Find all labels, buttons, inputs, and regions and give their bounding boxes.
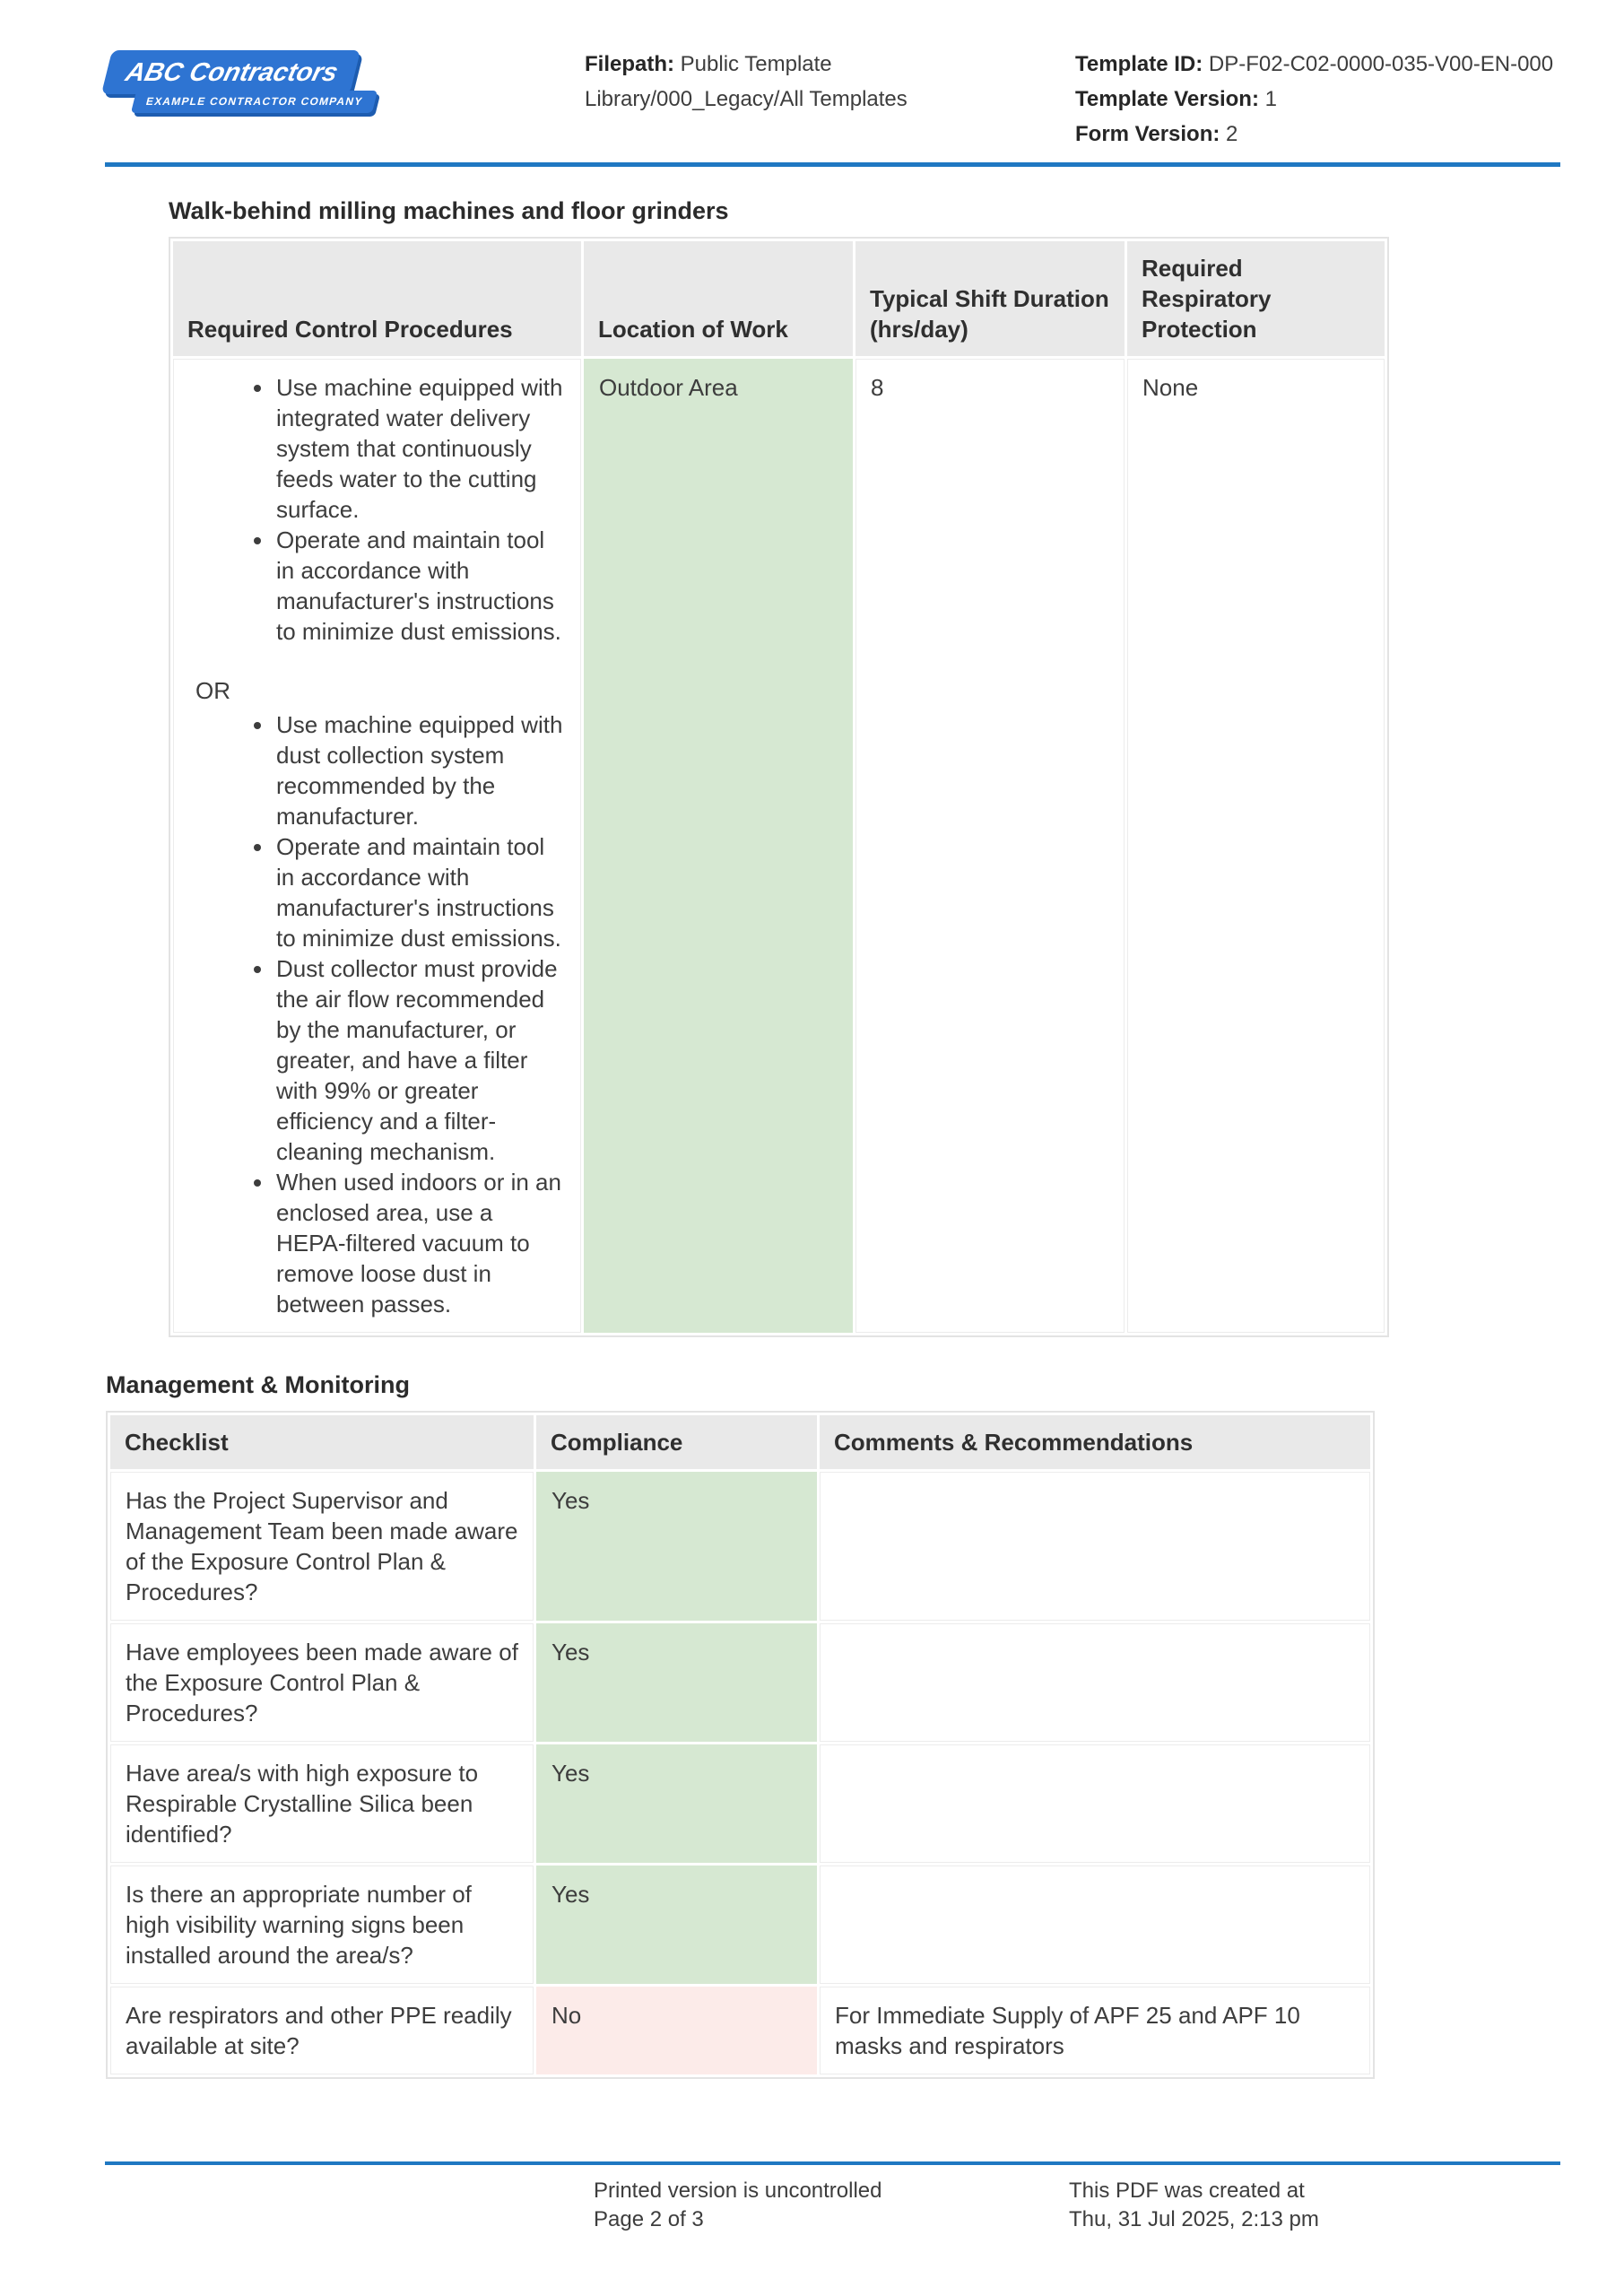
procedures-cell (173, 359, 581, 1333)
procedure-list-2 (188, 709, 566, 1319)
header-compliance: Compliance (536, 1415, 817, 1469)
procedure-item: • Use machine equipped with integrated water delivery system that continuously feeds water to the cutting surface. (274, 372, 566, 525)
checklist-question-cell: Have area/s with high exposure to Respirable Crystalline Silica been identified? (110, 1744, 534, 1863)
filepath-label: Filepath: (585, 52, 674, 76)
section-milling-machines (169, 196, 1588, 1337)
comments-cell (820, 1623, 1370, 1742)
logo-subtitle: EXAMPLE CONTRACTOR COMPANY (131, 91, 378, 113)
footer-divider (105, 2161, 1560, 2165)
footer-right (1069, 2177, 1319, 2234)
template-id-label: Template ID: (1075, 52, 1203, 76)
procedure-item: • Operate and maintain tool in accordance with manufacturer's instructions to minimize dust emissions. (274, 525, 566, 647)
header-respiratory-protection: Required Respiratory Protection (1127, 241, 1385, 356)
checklist-table (106, 1411, 1375, 2079)
respiratory-cell: None (1127, 359, 1385, 1333)
checklist-row (110, 1987, 1370, 2074)
checklist-row (110, 1866, 1370, 1984)
section-title-milling: Walk-behind milling machines and floor grinders (169, 197, 729, 224)
filepath-value: Public Template Library/000_Legacy/All Templates (585, 52, 908, 111)
company-logo (107, 50, 375, 113)
compliance-cell: Yes (536, 1866, 817, 1984)
header-comments: Comments & Recommendations (820, 1415, 1370, 1469)
table-row (173, 359, 1385, 1333)
template-meta (1075, 47, 1577, 152)
header-required-control-procedures: Required Control Procedures (173, 241, 581, 356)
comments-cell (820, 1866, 1370, 1984)
comments-cell (820, 1472, 1370, 1621)
procedure-item: • Use machine equipped with dust collection system recommended by the manufacturer. (274, 709, 566, 831)
template-version-row (1075, 82, 1577, 117)
checklist-question-cell: Are respirators and other PPE readily available at site? (110, 1987, 534, 2074)
control-procedures-table (169, 237, 1389, 1337)
template-id-value: DP-F02-C02-0000-035-V00-EN-000 (1208, 52, 1554, 76)
compliance-cell: Yes (536, 1623, 817, 1742)
procedure-item: • When used indoors or in an enclosed area, use a HEPA-filtered vacuum to remove loose dust in between passes. (274, 1167, 566, 1319)
logo-title: ABC Contractors (101, 50, 360, 94)
or-label: OR (195, 677, 230, 704)
template-version-label: Template Version: (1075, 87, 1259, 111)
section-management-monitoring (106, 1370, 1588, 2079)
form-version-label: Form Version: (1075, 122, 1220, 146)
footer-created-label: This PDF was created at (1069, 2179, 1305, 2203)
form-version-value: 2 (1226, 122, 1238, 146)
comments-cell (820, 1744, 1370, 1863)
shift-duration-cell: 8 (855, 359, 1125, 1333)
footer-left (594, 2177, 882, 2234)
footer-uncontrolled-note: Printed version is uncontrolled (594, 2179, 882, 2203)
template-version-value: 1 (1264, 87, 1277, 111)
procedure-list-1 (188, 372, 566, 647)
compliance-cell: Yes (536, 1744, 817, 1863)
header-checklist: Checklist (110, 1415, 534, 1469)
checklist-question-cell: Is there an appropriate number of high visibility warning signs been installed around the area/s? (110, 1866, 534, 1984)
compliance-cell: Yes (536, 1472, 817, 1621)
checklist-question-cell: Has the Project Supervisor and Management Team been made aware of the Exposure Control Plan & Procedures? (110, 1472, 534, 1621)
header-location-of-work: Location of Work (584, 241, 853, 356)
section-title-management: Management & Monitoring (106, 1371, 410, 1398)
header-shift-duration: Typical Shift Duration (hrs/day) (855, 241, 1125, 356)
checklist-row (110, 1472, 1370, 1621)
footer-created-timestamp: Thu, 31 Jul 2025, 2:13 pm (1069, 2207, 1319, 2231)
compliance-cell: No (536, 1987, 817, 2074)
header-divider (105, 162, 1560, 167)
checklist-header-row (110, 1415, 1370, 1469)
procedure-item: • Operate and maintain tool in accordance with manufacturer's instructions to minimize dust emissions. (274, 831, 566, 953)
checklist-row (110, 1744, 1370, 1863)
checklist-question-cell: Have employees been made aware of the Exposure Control Plan & Procedures? (110, 1623, 534, 1742)
table-header-row (173, 241, 1385, 356)
footer-page-number: Page 2 of 3 (594, 2207, 704, 2231)
filepath-text (585, 47, 1038, 117)
form-version-row (1075, 117, 1577, 152)
procedure-item: • Dust collector must provide the air flow recommended by the manufacturer, or greater, and have a filter with 99% or greater efficiency and a filter-cleaning mechanism. (274, 953, 566, 1167)
location-cell: Outdoor Area (584, 359, 853, 1333)
comments-cell: For Immediate Supply of APF 25 and APF 10 masks and respirators (820, 1987, 1370, 2074)
template-id-row (1075, 47, 1577, 82)
checklist-row (110, 1623, 1370, 1742)
